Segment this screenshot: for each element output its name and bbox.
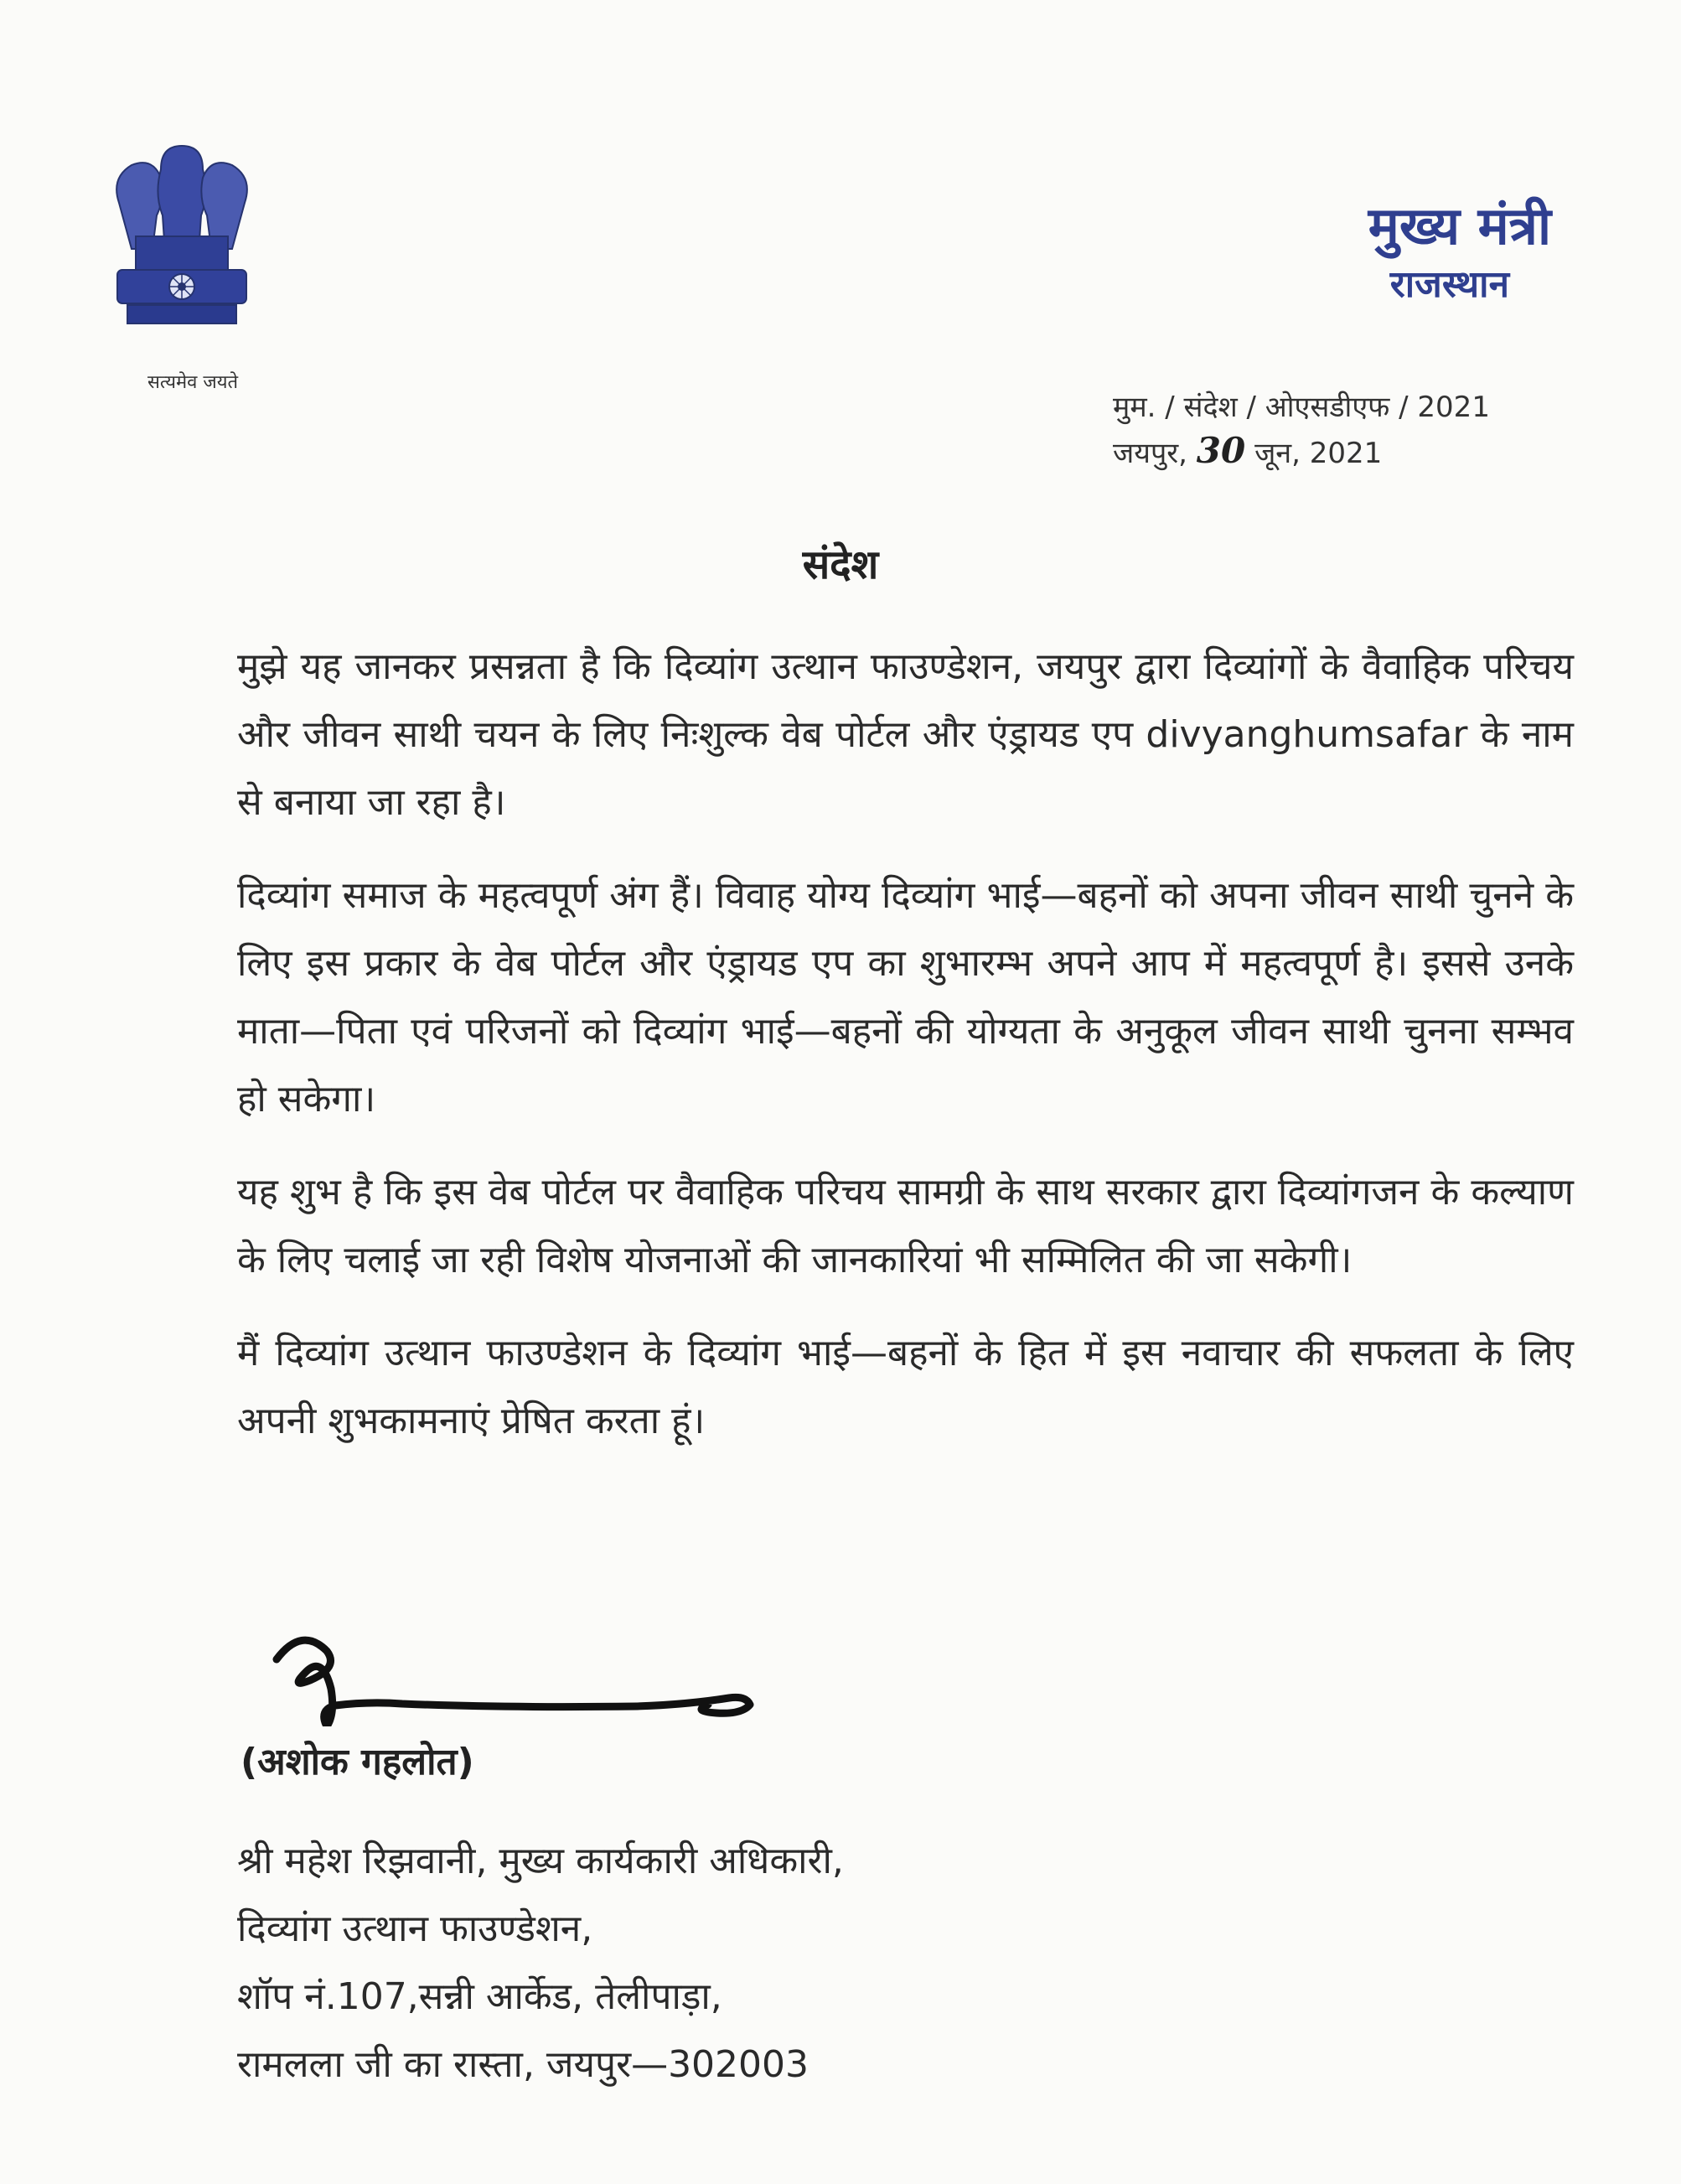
address-line: दिव्यांग उत्थान फाउण्डेशन,	[237, 1907, 593, 1950]
emblem-motto: सत्यमेव जयते	[147, 372, 239, 393]
office-header	[1368, 193, 1551, 310]
paragraph: मुझे यह जानकर प्रसन्नता है कि दिव्यांग उत्थान फाउण्डेशन, जयपुर द्वारा दिव्यांगों के वैवाहिक परिचय और जीवन साथी चयन के लिए निःशुल्क वेब पोर्टल और एंड्रायड एप divyanghumsafar के नाम से बनाया जा रहा है।	[237, 645, 1574, 824]
handwritten-signature-icon	[260, 1626, 796, 1726]
reference-block	[1113, 386, 1490, 475]
reference-day: 30	[1196, 430, 1246, 471]
signature	[260, 1626, 796, 1726]
ashoka-emblem-icon	[102, 144, 261, 337]
office-state: राजस्थान	[1389, 263, 1509, 306]
paragraph: दिव्यांग समाज के महत्वपूर्ण अंग हैं। विवाह योग्य दिव्यांग भाई—बहनों को अपना जीवन साथी चुनने के लिए इस प्रकार के वेब पोर्टल और एंड्रायड एप का शुभारम्भ अपने आप में महत्वपूर्ण है। इससे उनके माता—पिता एवं परिजनों को दिव्यांग भाई—बहनों की योग्यता के अनुकूल जीवन साथी चुनना सम्भव हो सकेगा।	[237, 874, 1574, 1120]
national-emblem	[102, 144, 261, 362]
reference-number: मुम. / संदेश / ओएसडीएफ / 2021	[1113, 391, 1490, 424]
message-body	[237, 633, 1574, 1480]
recipient-address	[237, 1827, 844, 2099]
reference-month-year: जून, 2021	[1254, 437, 1383, 470]
reference-date	[1113, 429, 1490, 475]
paragraph: मैं दिव्यांग उत्थान फाउण्डेशन के दिव्यांग भाई—बहनों के हित में इस नवाचार की सफलता के लिए अपनी शुभकामनाएं प्रेषित करता हूं।	[237, 1332, 1574, 1442]
address-line: श्री महेश रिझवानी, मुख्य कार्यकारी अधिकारी,	[237, 1840, 844, 1882]
office-title: मुख्य मंत्री	[1368, 195, 1551, 256]
paragraph: यह शुभ है कि इस वेब पोर्टल पर वैवाहिक परिचय सामग्री के साथ सरकार द्वारा दिव्यांगजन के कल्याण के लिए चलाई जा रही विशेष योजनाओं की जानकारियां भी सम्मिलित की जा सकेगी।	[237, 1171, 1574, 1281]
subject-heading: संदेश	[802, 541, 879, 588]
reference-place: जयपुर,	[1113, 437, 1187, 470]
signer-name: (अशोक गहलोत)	[241, 1741, 474, 1783]
address-line: शॉप नं.107,सन्नी आर्केड, तेलीपाड़ा,	[237, 1975, 722, 2018]
address-line: रामलला जी का रास्ता, जयपुर—302003	[237, 2043, 809, 2086]
